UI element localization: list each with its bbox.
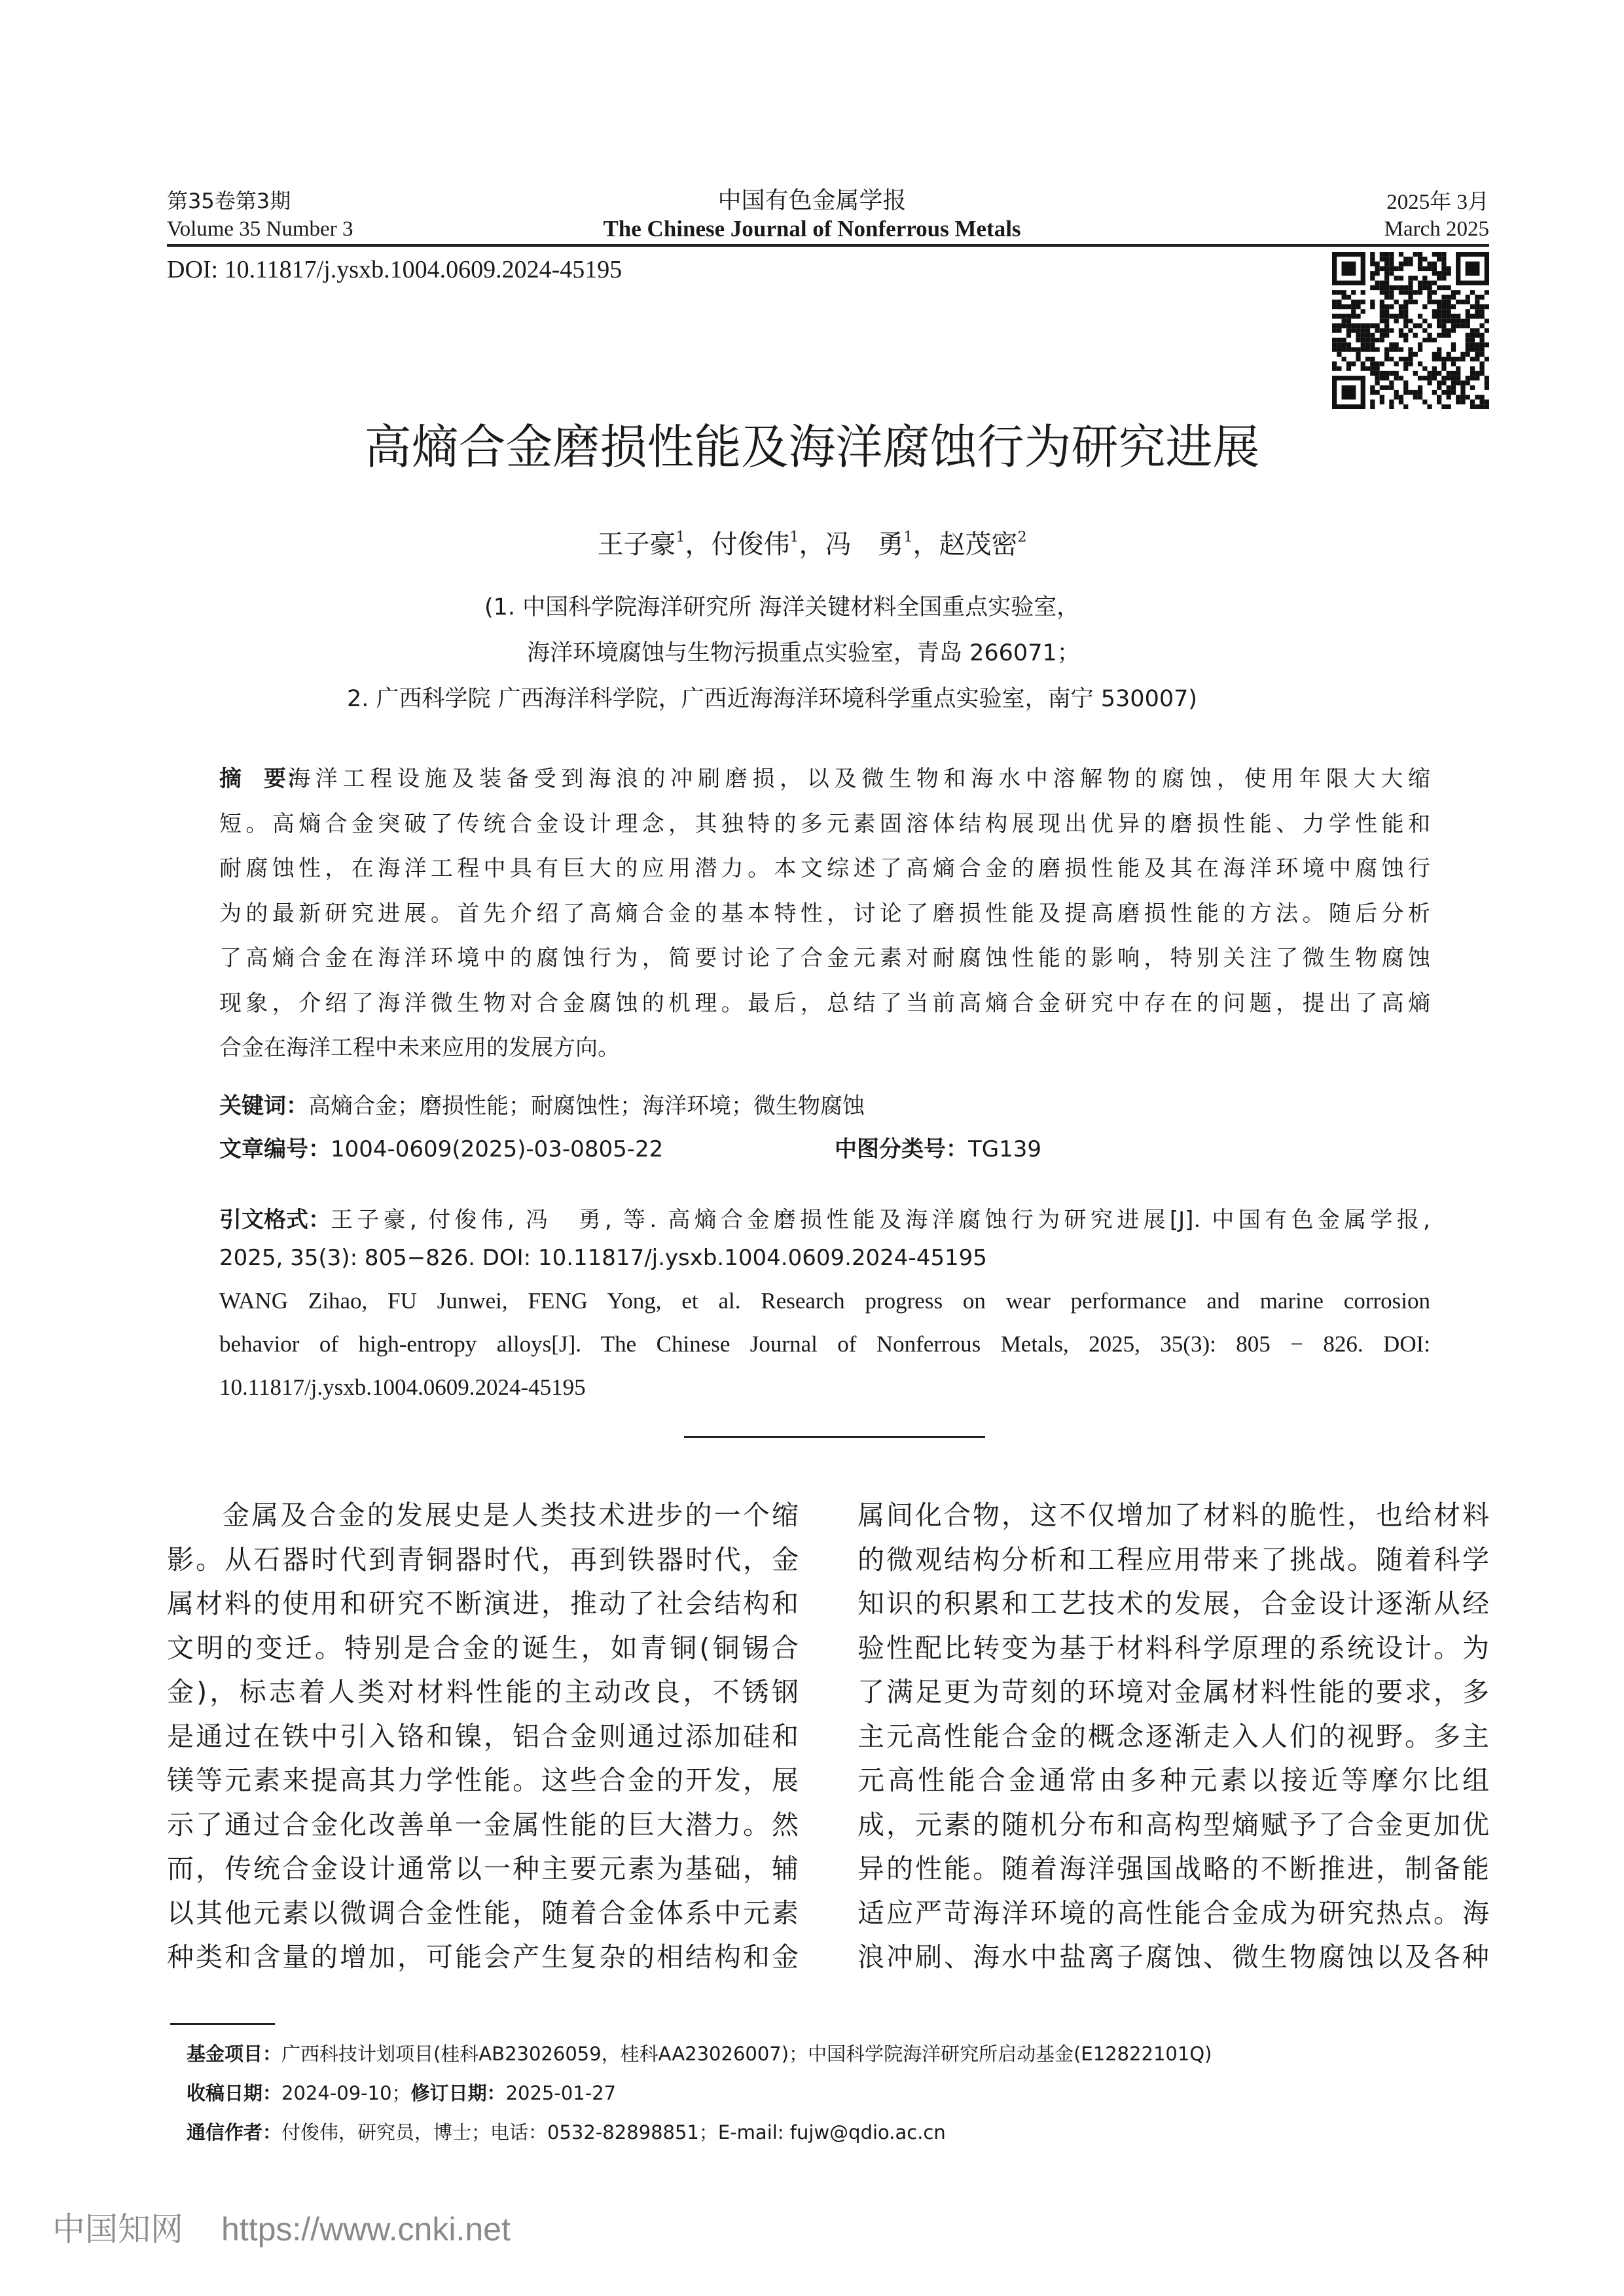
body-line: 而，传统合金设计通常以一种主要元素为基础，辅 — [167, 1853, 799, 1884]
dates-note — [187, 2079, 616, 2106]
body-line: 以其他元素以微调合金性能，随着合金体系中元素 — [167, 1897, 799, 1929]
author-affiliation-mark: 1 — [789, 529, 799, 546]
article-number — [219, 1131, 663, 1163]
funding-value: 广西科技计划项目(桂科AB23026059，桂科AA23026007)；中国科学院海洋研究所启动基金(E12822101Q) — [281, 2043, 1212, 2065]
author-affiliation-mark: 1 — [903, 529, 913, 546]
funding-label: 基金项目： — [187, 2043, 282, 2065]
revised-value: 2025-01-27 — [505, 2082, 617, 2104]
body-line: 金)，标志着人类对材料性能的主动改良，不锈钢 — [167, 1676, 799, 1708]
article-number-value: 1004-0609(2025)-03-0805-22 — [331, 1136, 664, 1162]
received-label: 收稿日期： — [187, 2082, 282, 2104]
section-divider — [684, 1436, 985, 1438]
body-line: 金属及合金的发展史是人类技术进步的一个缩 — [223, 1499, 799, 1531]
clc-number — [835, 1131, 1041, 1163]
body-line: 适应严苛海洋环境的高性能合金成为研究热点。海 — [857, 1897, 1489, 1929]
author-affiliation-mark: 1 — [676, 529, 685, 546]
affiliation-line: 海洋环境腐蚀与生物污损重点实验室，青岛 266071； — [527, 640, 1080, 666]
author — [825, 529, 913, 560]
body-line: 成，元素的随机分布和高构型熵赋予了合金更加优 — [857, 1808, 1489, 1840]
revised-label: 修订日期： — [410, 2082, 506, 2104]
corresponding-author-note — [187, 2118, 946, 2145]
body-line: 属间化合物，这不仅增加了材料的脆性，也给材料 — [857, 1499, 1489, 1531]
citation-line-en: 10.11817/j.ysxb.1004.0609.2024-45195 — [219, 1374, 586, 1400]
citation-line-en: WANG Zihao, FU Junwei, FENG Yong, et al. Research progress on wear performance and marine corrosion — [219, 1288, 1430, 1314]
body-line: 异的性能。随着海洋强国战略的不断推进，制备能 — [857, 1853, 1489, 1884]
body-line: 了满足更为苛刻的环境对金属材料性能的要求，多 — [857, 1676, 1489, 1708]
clc-label: 中图分类号： — [835, 1136, 968, 1162]
body-line: 知识的积累和工艺技术的发展，合金设计逐渐从经 — [857, 1588, 1489, 1619]
abstract-line: 了高熵合金在海洋环境中的腐蚀行为，简要讨论了合金元素对耐腐蚀性能的影响，特别关注了微生物腐蚀 — [219, 945, 1430, 971]
author-name: 付俊伟 — [711, 529, 790, 560]
body-line: 元高性能合金通常由多种元素以接近等摩尔比组 — [857, 1765, 1489, 1796]
body-line: 种类和含量的增加，可能会产生复杂的相结构和金 — [167, 1941, 799, 1973]
abstract-line: 耐腐蚀性，在海洋工程中具有巨大的应用潜力。本文综述了高熵合金的磨损性能及其在海洋环境中腐蚀行 — [219, 855, 1430, 882]
citation-line-zh: 2025, 35(3): 805−826. DOI: 10.11817/j.ysxb.1004.0609.2024-45195 — [219, 1245, 987, 1271]
journal-name-en: The Chinese Journal of Nonferrous Metals — [603, 216, 1021, 242]
abstract-line: 为的最新研究进展。首先介绍了高熵合金的基本特性，讨论了磨损性能及提高磨损性能的方法。随后分析 — [219, 900, 1430, 927]
author-list: 王子豪$^1$，付俊伟$^1$，冯 勇$^1$，赵茂密$^2$ — [597, 529, 1027, 560]
journal-name-zh: 中国有色金属学报 — [717, 187, 907, 214]
volume-issue-en: Volume 35 Number 3 — [167, 217, 353, 241]
abstract-line: 合金在海洋工程中未来应用的发展方向。 — [219, 1035, 620, 1061]
body-line: 验性配比转变为基于材料科学原理的系统设计。为 — [857, 1632, 1489, 1664]
author-name: 王子豪 — [597, 529, 676, 560]
affiliation-line: (1. 中国科学院海洋研究所 海洋关键材料全国重点实验室， — [484, 594, 1080, 620]
corresponding-value: 付俊伟，研究员，博士；电话：0532-82898851；E-mail: fujw@qdio.ac.cn — [281, 2121, 946, 2144]
body-line: 是通过在铁中引入铬和镍，铝合金则通过添加硅和 — [167, 1720, 799, 1752]
author — [598, 529, 685, 560]
corresponding-label: 通信作者： — [187, 2121, 282, 2144]
issue-date-en: March 2025 — [1384, 217, 1489, 241]
received-value: 2024-09-10； — [281, 2082, 411, 2104]
funding-note — [187, 2039, 1212, 2066]
author — [939, 529, 1027, 560]
doi: DOI: 10.11817/j.ysxb.1004.0609.2024-45195 — [167, 256, 623, 283]
author-affiliation-mark: 2 — [1017, 529, 1027, 546]
volume-issue-zh: 第35卷第3期 — [167, 188, 291, 213]
citation-line-en: behavior of high-entropy alloys[J]. The Chinese Journal of Nonferrous Metals, 2025, 35(3): 805 − 826. DOI: — [219, 1331, 1430, 1357]
cnki-watermark — [52, 2203, 511, 2250]
article-number-label: 文章编号： — [219, 1136, 331, 1162]
body-line: 的微观结构分析和工程应用带来了挑战。随着科学 — [857, 1543, 1489, 1575]
body-line: 示了通过合金化改善单一金属性能的巨大潜力。然 — [167, 1808, 799, 1840]
keywords-value: 高熵合金；磨损性能；耐腐蚀性；海洋环境；微生物腐蚀 — [308, 1093, 865, 1119]
citation-line-zh: 王子豪, 付俊伟, 冯 勇, 等. 高熵合金磨损性能及海洋腐蚀行为研究进展[J]. 中国有色金属学报, — [331, 1207, 1430, 1233]
body-line: 属材料的使用和研究不断演进，推动了社会结构和 — [167, 1588, 799, 1619]
author-name: 冯 勇 — [825, 529, 904, 560]
body-line: 主元高性能合金的概念逐渐走入人们的视野。多主 — [857, 1720, 1489, 1752]
cnki-url[interactable]: https://www.cnki.net — [221, 2211, 511, 2248]
body-line: 镁等元素来提高其力学性能。这些合金的开发，展 — [167, 1765, 799, 1796]
footnote-rule — [170, 2023, 275, 2025]
clc-value: TG139 — [968, 1136, 1042, 1162]
author — [712, 529, 799, 560]
body-line: 浪冲刷、海水中盐离子腐蚀、微生物腐蚀以及各种 — [857, 1941, 1489, 1973]
issue-date-zh: 2025年 3月 — [1386, 190, 1489, 214]
article-title: 高熵合金磨损性能及海洋腐蚀行为研究进展 — [364, 420, 1260, 475]
abstract-line: 现象，介绍了海洋微生物对合金腐蚀的机理。最后，总结了当前高熵合金研究中存在的问题，提出了高熵 — [219, 990, 1430, 1016]
keywords — [219, 1088, 865, 1120]
header-rule — [167, 244, 1489, 247]
body-line: 文明的变迁。特别是合金的诞生，如青铜(铜锡合 — [167, 1632, 799, 1664]
cnki-brand: 中国知网 — [52, 2211, 183, 2248]
abstract-line: 海洋工程设施及装备受到海浪的冲刷磨损，以及微生物和海水中溶解物的腐蚀，使用年限大大缩 — [288, 766, 1430, 792]
qr-code-icon[interactable] — [1332, 252, 1489, 409]
abstract-label: 摘 要： — [219, 766, 308, 792]
body-line: 影。从石器时代到青铜器时代，再到铁器时代，金 — [167, 1543, 799, 1575]
citation-label: 引文格式： — [219, 1207, 331, 1233]
affiliation-line: 2. 广西科学院 广西海洋科学院，广西近海海洋环境科学重点实验室，南宁 530007) — [347, 686, 1198, 712]
abstract-line: 短。高熵合金突破了传统合金设计理念，其独特的多元素固溶体结构展现出优异的磨损性能、力学性能和 — [219, 810, 1430, 837]
keywords-label: 关键词： — [219, 1093, 308, 1119]
author-name: 赵茂密 — [939, 529, 1018, 560]
